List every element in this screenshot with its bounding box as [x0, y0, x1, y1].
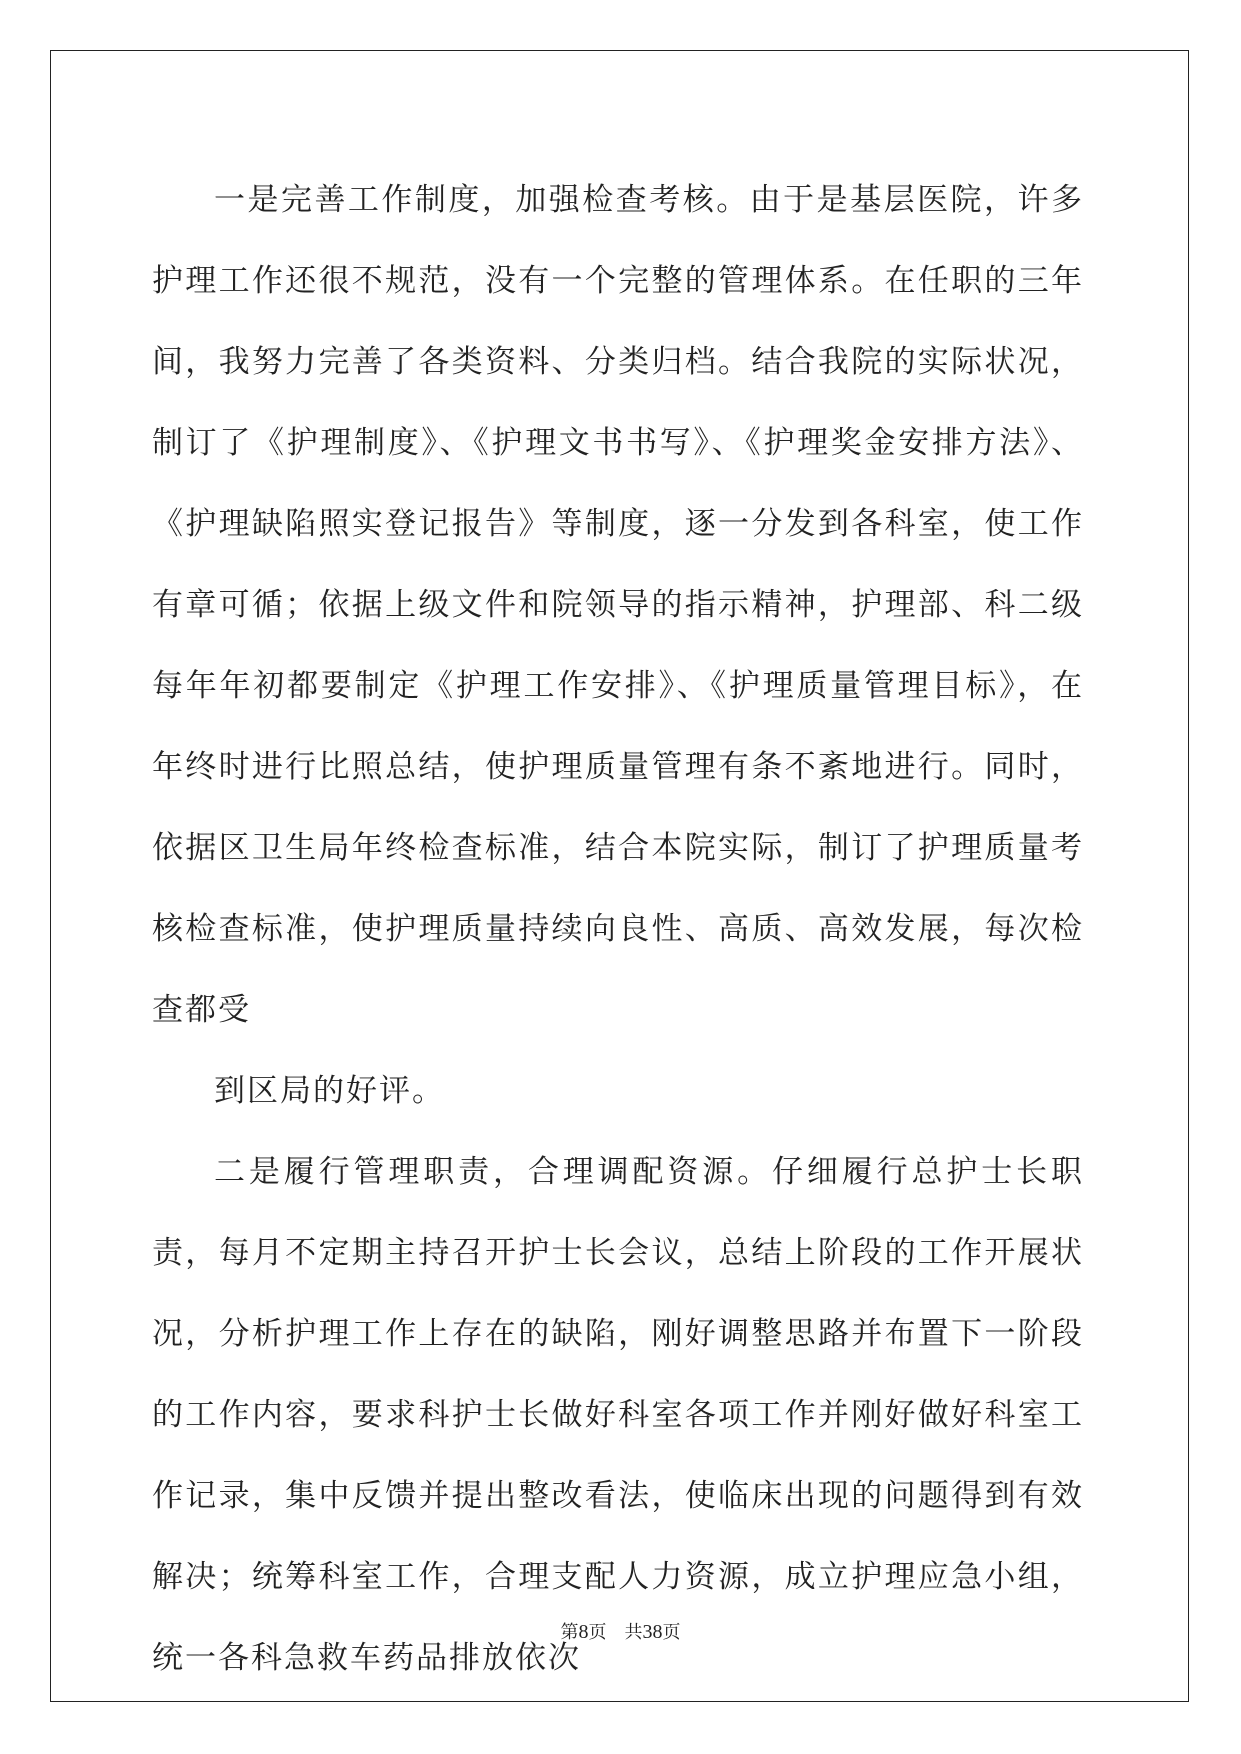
- current-page-number: 8: [578, 1621, 589, 1643]
- paragraph-3: 二是履行管理职责，合理调配资源。仔细履行总护士长职责，每月不定期主持召开护士长会议，总结上阶段的工作开展状况，分析护理工作上存在的缺陷，刚好调整思路并布置下一阶段的工作内容，要求科护士长做好科室各项工作并刚好做好科室工作记录，集中反馈并提出整改看法，使临床出现的问题得到有效解决；统筹科室工作，合理支配人力资源，成立护理应急小组，统一各科急救车药品排放依次: [152, 1154, 1084, 1676]
- paragraph-1: 一是完善工作制度，加强检查考核。由于是基层医院，许多护理工作还很不规范，没有一个完整的管理体系。在任职的三年间，我努力完善了各类资料、分类归档。结合我院的实际状况，制订了《护理制度》、《护理文书书写》、《护理奖金安排方法》、《护理缺陷照实登记报告》等制度，逐一分发到各科室，使工作有章可循；依据上级文件和院领导的指示精神，护理部、科二级每年年初都要制定《护理工作安排》、《护理质量管理目标》，在年终时进行比照总结，使护理质量管理有条不紊地进行。同时，依据区卫生局年终检查标准，结合本院实际，制订了护理质量考核检查标准，使护理质量持续向良性、高质、高效发展，每次检查都受: [152, 182, 1084, 1028]
- total-page-number: 38: [642, 1621, 663, 1643]
- paragraph-2: 到区局的好评。: [214, 1073, 445, 1109]
- footer-prefix: 第: [560, 1622, 579, 1643]
- document-body: [152, 160, 1084, 1699]
- footer-total-unit: 页: [662, 1622, 681, 1643]
- footer-page-unit: 页: [588, 1622, 607, 1643]
- footer-total-prefix: 共: [624, 1622, 643, 1643]
- page-footer: [0, 1618, 1241, 1644]
